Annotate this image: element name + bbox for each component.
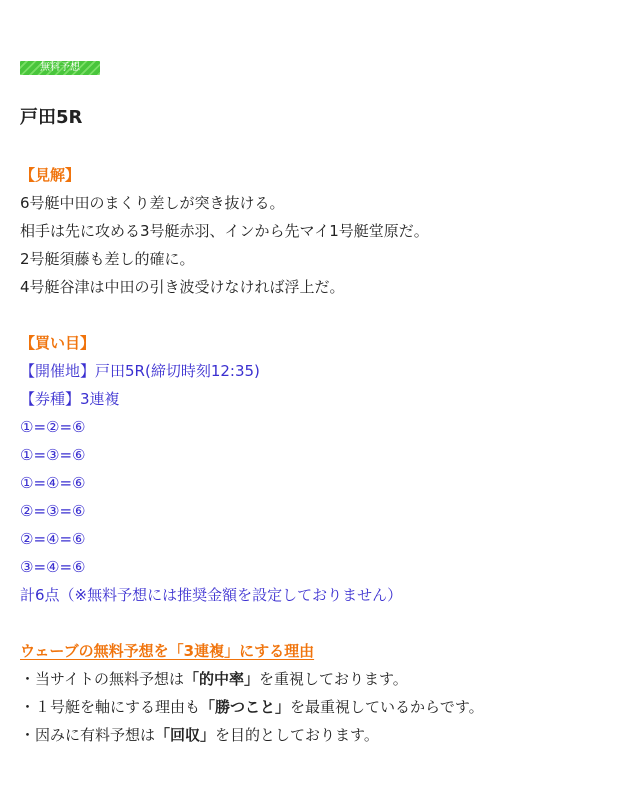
bet-combination: ①=②=⑥ [20, 418, 86, 436]
ticket-type-line: 【券種】3連複 [20, 390, 120, 408]
free-prediction-badge: 無料予想 [20, 61, 100, 75]
spacer [20, 609, 620, 637]
reason-line-win [20, 693, 620, 721]
bet-combination: ①=④=⑥ [20, 474, 86, 492]
page-title: 戸田5R [20, 107, 83, 128]
analysis-heading: 【見解】 [20, 166, 81, 184]
bet-total: 計6点（※無料予想には推奨金額を設定しておりません） [20, 586, 403, 604]
analysis-line: 2号艇須藤も差し的確に。 [20, 250, 195, 268]
reason-text: ・１号艇を軸にする理由も [20, 698, 201, 716]
spacer [20, 301, 620, 329]
reason-text: を重視しております。 [258, 670, 408, 688]
reason-text: を最重視しているからです。 [290, 698, 484, 716]
reason-keyword: 「回収」 [155, 726, 216, 744]
reason-text: ・当サイトの無料予想は [20, 670, 184, 688]
analysis-line: 相手は先に攻める3号艇赤羽、インから先マイ1号艇堂原だ。 [20, 222, 429, 240]
reason-keyword: 「的中率」 [183, 670, 259, 688]
reason-heading: ウェーブの無料予想を「3連複」にする理由 [20, 642, 315, 660]
analysis-line: 4号艇谷津は中田の引き波受けなければ浮上だ。 [20, 278, 345, 296]
bets-heading: 【買い目】 [20, 334, 96, 352]
bet-combination: ③=④=⑥ [20, 558, 86, 576]
reason-keyword: 「勝つこと」 [200, 698, 291, 716]
bet-combination: ②=④=⑥ [20, 530, 86, 548]
reason-text: ・因みに有料予想は [20, 726, 156, 744]
reason-line-hit-rate [20, 665, 620, 693]
article-body [20, 161, 620, 749]
analysis-line: 6号艇中田のまくり差しが突き抜ける。 [20, 194, 285, 212]
reason-heading-row [20, 637, 620, 665]
venue-line: 【開催地】戸田5R(締切時刻12:35) [20, 362, 260, 380]
reason-text: を目的としております。 [215, 726, 379, 744]
reason-line-recovery [20, 721, 620, 749]
bet-combination: ①=③=⑥ [20, 446, 86, 464]
bet-combination: ②=③=⑥ [20, 502, 86, 520]
